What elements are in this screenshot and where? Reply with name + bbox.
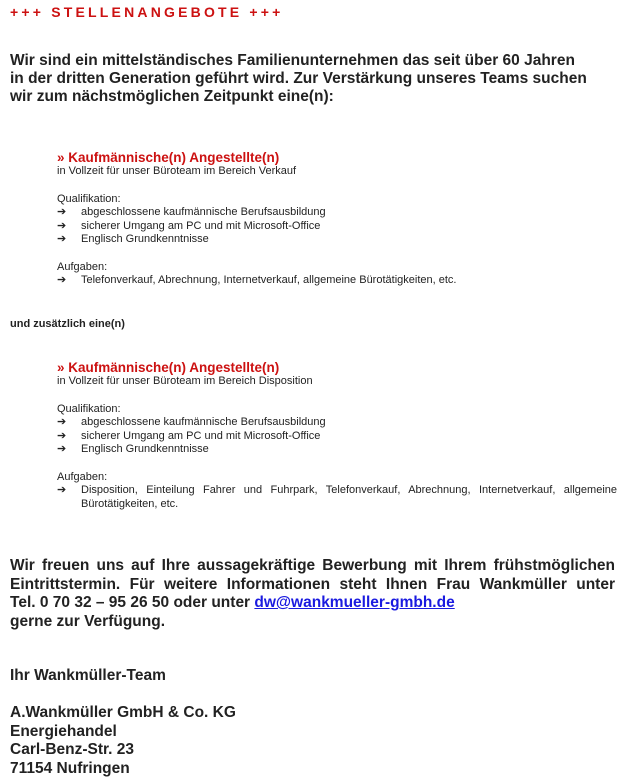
arrow-right-icon: ➔ (57, 443, 67, 455)
closing-line: Eintrittstermin. Für weitere Informationen steht Ihnen Frau Wankmüller unter (10, 575, 615, 593)
tasks-label: Aufgaben: (57, 260, 108, 273)
signoff: Ihr Wankmüller-Team (10, 667, 166, 684)
list-item: ➔ abgeschlossene kaufmännische Berufsausbildung (57, 206, 326, 218)
list-item: ➔ Englisch Grundkenntnisse (57, 443, 209, 455)
arrow-right-icon: ➔ (57, 484, 67, 496)
company-address (10, 704, 236, 778)
arrow-right-icon: ➔ (57, 233, 67, 245)
company-city: 71154 Nufringen (10, 759, 130, 777)
company-line: Energiehandel (10, 722, 117, 740)
arrow-right-icon: ➔ (57, 416, 67, 428)
qualification-label: Qualifikation: (57, 192, 121, 205)
intro-line: in der dritten Generation geführt wird. Zur Verstärkung unseres Teams suchen (10, 70, 587, 87)
page-header: +++ STELLENANGEBOTE +++ (10, 4, 284, 20)
job-title: » Kaufmännische(n) Angestellte(n) (57, 360, 280, 375)
list-item: ➔ sicherer Umgang am PC und mit Microsoft-Office (57, 429, 321, 442)
company-name: A.Wankmüller GmbH & Co. KG (10, 704, 236, 721)
job-subtitle: in Vollzeit für unser Büroteam im Bereich Verkauf (57, 165, 297, 177)
closing-line: gerne zur Verfügung. (10, 612, 166, 630)
job-offer-1 (57, 150, 617, 288)
list-item: ➔ Telefonverkauf, Abrechnung, Internetverkauf, allgemeine Bürotätigkeiten, etc. (57, 274, 457, 286)
list-item: ➔ Disposition, Einteilung Fahrer und Fuhrpark, Telefonverkauf, Abrechnung, Internetverkauf, allgemeine Bürotätigkeiten, etc. (57, 484, 617, 510)
list-item: ➔ abgeschlossene kaufmännische Berufsausbildung (57, 416, 326, 428)
intro-text (10, 52, 615, 106)
job-subtitle: in Vollzeit für unser Büroteam im Bereich Disposition (57, 375, 313, 387)
closing-text (10, 557, 615, 631)
closing-line: Wir freuen uns auf Ihre aussagekräftige Bewerbung mit Ihrem frühstmöglichen (10, 557, 615, 574)
closing-line: Tel. 0 70 32 – 95 26 50 oder unter dw@wankmueller-gmbh.de (10, 594, 455, 611)
intro-line: Wir sind ein mittelständisches Familienunternehmen das seit über 60 Jahren (10, 52, 575, 69)
tasks-label: Aufgaben: (57, 470, 108, 483)
list-item: ➔ sicherer Umgang am PC und mit Microsoft-Office (57, 219, 321, 232)
qualification-label: Qualifikation: (57, 402, 121, 415)
job-offer-2 (57, 360, 617, 511)
arrow-right-icon: ➔ (57, 219, 67, 232)
job-title: » Kaufmännische(n) Angestellte(n) (57, 150, 280, 165)
intro-line: wir zum nächstmöglichen Zeitpunkt eine(n): (10, 88, 334, 105)
email-link[interactable]: dw@wankmueller-gmbh.de (254, 594, 455, 611)
arrow-right-icon: ➔ (57, 274, 67, 286)
arrow-right-icon: ➔ (57, 206, 67, 218)
list-item: ➔ Englisch Grundkenntnisse (57, 233, 209, 245)
company-street: Carl-Benz-Str. 23 (10, 741, 135, 758)
additional-note: und zusätzlich eine(n) (10, 318, 125, 330)
arrow-right-icon: ➔ (57, 429, 67, 442)
